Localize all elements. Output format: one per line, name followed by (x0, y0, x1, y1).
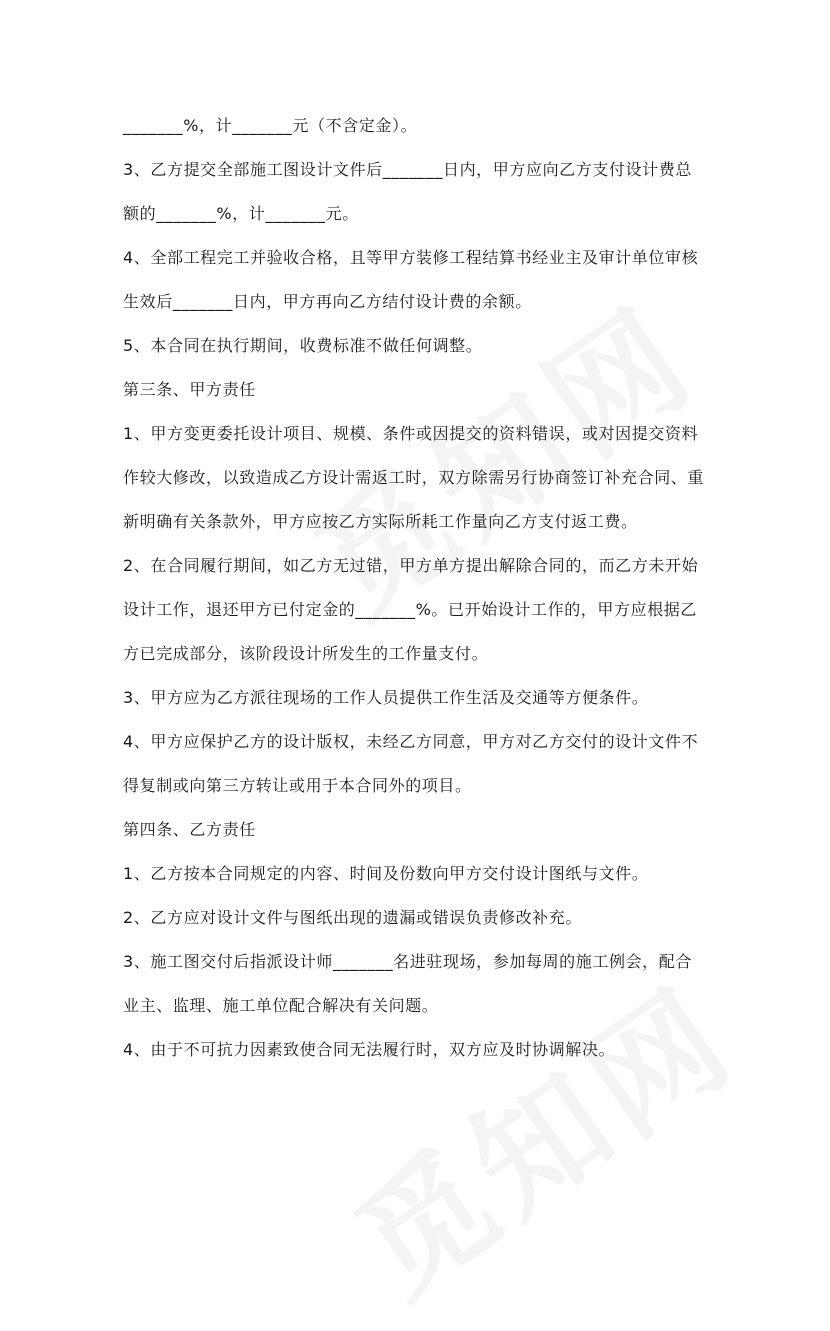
text-line: 4、由于不可抗力因素致使合同无法履行时，双方应及时协调解决。 (123, 1040, 616, 1059)
text-line: 额的_______%，计_______元。 (123, 204, 359, 223)
text-line: 3、施工图交付后指派设计师_______名进驻现场，参加每周的施工例会，配合 (123, 952, 692, 971)
text-line: 4、甲方应保护乙方的设计版权，未经乙方同意，甲方对乙方交付的设计文件不 (123, 732, 699, 751)
text-line: 业主、监理、施工单位配合解决有关问题。 (123, 996, 439, 1015)
text-line: _______%，计_______元（不含定金）。 (123, 116, 418, 135)
text-line: 3、甲方应为乙方派往现场的工作人员提供工作生活及交通等方便条件。 (123, 688, 649, 707)
text-line: 5、本合同在执行期间，收费标准不做任何调整。 (123, 336, 483, 355)
text-line: 新明确有关条款外，甲方应按乙方实际所耗工作量向乙方支付返工费。 (123, 512, 638, 531)
text-line: 4、全部工程完工并验收合格，且等甲方装修工程结算书经业主及审计单位审核 (123, 248, 699, 267)
text-line: 3、乙方提交全部施工图设计文件后_______日内，甲方应向乙方支付设计费总 (123, 160, 692, 179)
section-heading: 第四条、乙方责任 (123, 820, 256, 839)
text-line: 设计工作，退还甲方已付定金的_______%。已开始设计工作的，甲方应根据乙 (123, 600, 698, 619)
text-line: 1、乙方按本合同规定的内容、时间及份数向甲方交付设计图纸与文件。 (123, 864, 649, 883)
contract-body (123, 104, 713, 1072)
text-line: 2、乙方应对设计文件与图纸出现的遗漏或错误负责修改补充。 (123, 908, 582, 927)
text-line: 2、在合同履行期间，如乙方无过错，甲方单方提出解除合同的，而乙方未开始 (123, 556, 699, 575)
text-line: 得复制或向第三方转让或用于本合同外的项目。 (123, 776, 472, 795)
text-line: 作较大修改，以致造成乙方设计需返工时，双方除需另行协商签订补充合同、重 (123, 468, 705, 487)
text-line: 1、甲方变更委托设计项目、规模、条件或因提交的资料错误，或对因提交资料 (123, 424, 699, 443)
text-line: 方已完成部分，该阶段设计所发生的工作量支付。 (123, 644, 489, 663)
text-line: 生效后_______日内，甲方再向乙方结付设计费的余额。 (123, 292, 532, 311)
section-heading: 第三条、甲方责任 (123, 380, 256, 399)
